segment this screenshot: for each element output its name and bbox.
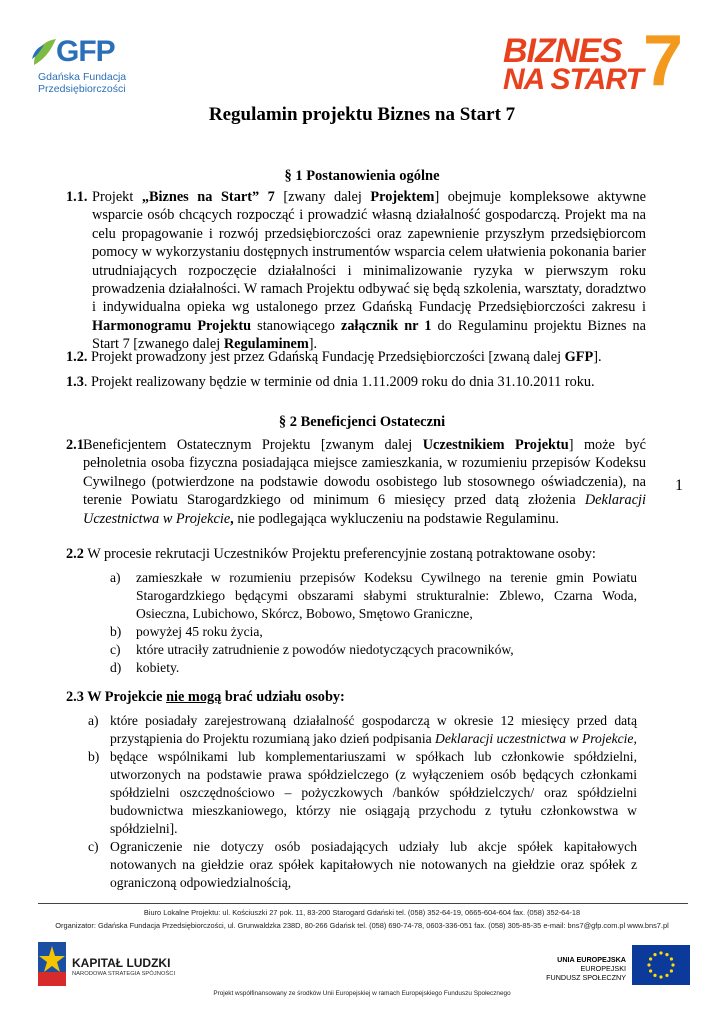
paragraph-number: 1.2. <box>66 349 88 365</box>
bns-logo-number: 7 <box>643 21 684 101</box>
text: ]. <box>308 336 318 353</box>
list-item <box>110 641 637 659</box>
text-bold: Regulaminem <box>223 336 309 353</box>
list-2-2 <box>110 569 637 677</box>
text: Projekt <box>92 189 142 205</box>
gfp-logo <box>30 35 130 97</box>
page-number: 1 <box>675 477 683 494</box>
kapital-ludzki-title: KAPITAŁ LUDZKI <box>72 956 171 970</box>
kapital-ludzki-logo <box>38 942 208 988</box>
paragraph-2-1 <box>66 436 646 528</box>
ue-sub2: FUNDUSZ SPOŁECZNY <box>546 973 626 982</box>
text: Beneficjentem Ostatecznym Projektu [zwanym dalej <box>83 437 423 453</box>
text: [zwany dalej <box>274 189 371 205</box>
text-bold: GFP <box>564 349 594 365</box>
ue-sub1: EUROPEJSKI <box>580 964 626 973</box>
ue-text <box>546 955 626 982</box>
text: . Projekt realizowany będzie w terminie od dnia 1.11.2009 roku do dnia 31.10.2011 roku. <box>83 374 595 390</box>
text: ] obejmuje kompleksowe aktywne wsparcie osób chcących rozpocząć i prowadzić własną działalność gospodarczą. Projekt ma na celu propagowanie i rozwój przedsiębiorczości oraz zapewnienie przyszłym przedsiębiorcom pomocy w wykorzystaniu dostępnych instrumentów wsparcia celem ułatwienia pokonania barier utrudniających rozpoczęcie działalności i minimalizowanie ryzyka w pierwszym roku prowadzenia działalności. W ramach Projektu odbywać się będą szkolenia, warsztaty, doradztwo i indywidualna opieka wg ustalonego przez Gdańską Fundację Przedsiębiorczości zakresu i <box>92 189 646 316</box>
gfp-leaf-icon <box>30 37 58 67</box>
text-italic: Deklaracji Uczestnictwa w Projekcie <box>83 492 646 527</box>
kapital-ludzki-subtitle: NARODOWA STRATEGIA SPÓJNOŚCI <box>72 971 176 977</box>
text: ]. <box>593 349 602 365</box>
text: ] może być pełnoletnia osoba fizyczna posiadająca miejsce zamieszkania, w rozumieniu przepisów Kodeksu Cywilnego (potwierdzone na podstawie dowodu osobistego lub stosownego oświadczenia), na terenie Powiatu Starogardzkiego od minimum 6 miesięcy przed datą złożenia <box>83 437 647 509</box>
paragraph-1-3 <box>66 373 646 391</box>
list-item-text: powyżej 45 roku życia, <box>136 624 263 639</box>
footer-divider <box>38 903 688 904</box>
list-marker: c) <box>88 839 99 854</box>
gfp-logo-sub2: Przedsiębiorczości <box>38 83 126 95</box>
list-marker: d) <box>110 660 122 675</box>
footer-office-address: Biuro Lokalne Projektu: ul. Kościuszki 27 pok. 11, 83-200 Starogard Gdański tel. (058) 352-64-19, 0665-604-604 fax. (058) 352-64-18 <box>143 908 581 917</box>
footer-organizer-address: Organizator: Gdańska Fundacja Przedsiębiorczości, ul. Grunwaldzka 238D, 80-266 Gdańsk tel. (058) 690-74-78, 0603-336-051 fax. (058) 305-85-35 e-mail: bns7@gfp.com.pl www.bns7.pl <box>55 921 669 930</box>
paragraph-1-1 <box>66 188 646 354</box>
list-marker: a) <box>88 713 99 728</box>
list-item-text: Ograniczenie nie dotyczy osób posiadających udziały lub akcje spółek kapitałowych notowanych na giełdzie oraz spółek kapitałowych nie notowanych na giełdzie oraz spółek z ograniczoną odpowiedzialnością, <box>110 839 637 890</box>
text-bold: załącznik nr 1 <box>341 317 432 334</box>
gfp-logo-word: GFP <box>56 35 115 68</box>
biznes-na-start-logo <box>503 21 693 101</box>
eu-flag-icon <box>632 945 690 985</box>
bns-logo-line1: BIZNES <box>503 32 622 70</box>
gfp-logo-sub1: Gdańska Fundacja <box>38 71 127 83</box>
list-item-text: kobiety. <box>136 660 180 675</box>
list-item <box>110 659 637 677</box>
text: W procesie rekrutacji Uczestników Projektu preferencyjnie zostaną potraktowane osoby: <box>83 546 596 562</box>
eu-stars-icon <box>632 945 690 985</box>
text: nie podlegająca wykluczeniu na podstawie Regulaminu. <box>233 510 559 527</box>
paragraph-2-3 <box>66 688 646 706</box>
list-2-3 <box>88 712 637 892</box>
text-bold: , <box>230 510 234 527</box>
list-marker: c) <box>110 642 121 657</box>
kapital-ludzki-star-icon <box>38 942 66 986</box>
paragraph-number: 1.3 <box>66 374 84 390</box>
text: stanowiącego <box>251 317 341 334</box>
paragraph-2-2 <box>66 545 646 563</box>
text-bold: „Biznes na Start” 7 <box>141 189 275 205</box>
text: do Regulaminu projektu Biznes na Start 7 [zwanego dalej <box>92 317 646 353</box>
text: W Projekcie <box>83 689 167 705</box>
gfp-logo-subtitle <box>38 71 126 95</box>
cofinancing-note: Projekt współfinansowany ze środków Unii Europejskiej w ramach Europejskiego Funduszu Społecznego <box>213 990 511 997</box>
list-item <box>88 838 637 892</box>
bns-logo-line2: NA START <box>503 63 643 96</box>
list-item-text: które posiadały zarejestrowaną działalność gospodarczą w okresie 12 miesięcy przed datą przystąpienia do Projektu rozumianą jako dzień podpisania <box>110 713 637 746</box>
list-item <box>88 712 637 748</box>
list-item-text-italic: Deklaracji uczestnictwa w Projekcie, <box>435 731 637 746</box>
list-item-text: które utraciły zatrudnienie z powodów niedotyczących pracowników, <box>136 642 514 657</box>
list-marker: a) <box>110 570 121 585</box>
paragraph-1-2 <box>66 348 646 366</box>
text-bold: Harmonogramu Projektu <box>92 317 252 334</box>
text: brać udziału osoby: <box>221 689 345 705</box>
list-item-text: będące wspólnikami lub komplementariuszami w spółkach lub członkowie spółdzielni, utworzonych na podstawie prawa spółdzielczego (z wyłączeniem osób będących członkami spółdzielni oszczędnościowo – pożyczkowych /banków spółdzielczych/ oraz spółdzielni budownictwa mieszkaniowego, którzy nie osiągają przychodu z tytułu członkowstwa w spółdzielni]. <box>110 749 637 836</box>
text-bold: Uczestnikiem Projektu <box>422 437 569 453</box>
list-marker: b) <box>88 749 100 764</box>
list-item <box>110 623 637 641</box>
list-item <box>110 569 637 623</box>
ue-title: UNIA EUROPEJSKA <box>557 955 626 964</box>
section-1-heading: § 1 Postanowienia ogólne <box>284 168 440 184</box>
text: Projekt prowadzony jest przez Gdańską Fundację Przedsiębiorczości [zwaną dalej <box>91 349 565 365</box>
document-title: Regulamin projektu Biznes na Start 7 <box>208 104 516 125</box>
paragraph-number: 2.2 <box>66 546 84 562</box>
list-item <box>88 748 637 838</box>
paragraph-number: 2.3 <box>66 689 84 705</box>
list-marker: b) <box>110 624 122 639</box>
ue-efs-logo <box>540 945 690 991</box>
text-underlined: nie mogą <box>166 689 222 705</box>
paragraph-number: 1.1. <box>66 189 88 205</box>
section-2-heading: § 2 Beneficjenci Ostateczni <box>278 414 446 430</box>
list-item-text: zamieszkałe w rozumieniu przepisów Kodeksu Cywilnego na terenie gmin Powiatu Starogardzkiego będącymi obszarami słabymi strukturalnie: Zblewo, Czarna Woda, Osieczna, Lubichowo, Skórcz, Bobowo, Smętowo Graniczne, <box>136 570 637 621</box>
text-bold: Projektem <box>370 189 435 205</box>
paragraph-number: 2.1 <box>66 437 84 453</box>
